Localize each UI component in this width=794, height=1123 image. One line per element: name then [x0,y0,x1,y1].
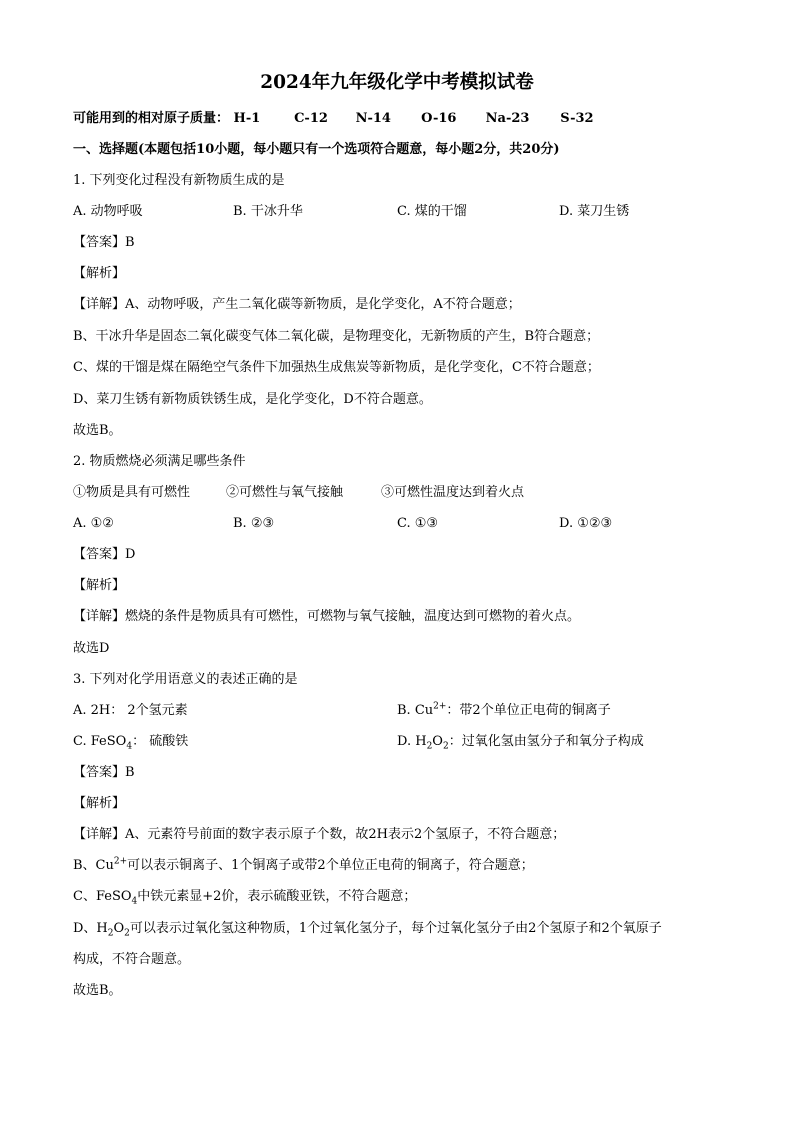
question-3-stem: 3. 下列对化学用语意义的表述正确的是 [73,672,298,687]
formula-element: O [113,921,125,936]
question-1-option-d: D. 菜刀生锈 [559,204,630,219]
question-1-conclusion: 故选B。 [73,423,122,438]
formula-subscript: 2 [124,928,130,939]
option-c-prefix: C. FeSO [73,734,127,749]
question-3-conclusion: 故选B。 [73,983,122,998]
formula-subscript: 2 [426,741,433,752]
question-2-option-b: B. ②③ [233,516,275,531]
option-b-prefix: B. Cu [397,703,434,718]
question-3-detail [73,858,534,874]
atomic-mass-item: O-16 [421,111,457,126]
question-2-option-a: A. ①② [73,516,114,531]
atomic-mass-line [73,111,594,127]
formula-element: O [432,734,443,749]
option-b-text: ：带2个单位正电荷的铜离子 [446,703,611,718]
detail-prefix: D、H [73,921,108,936]
formula-subscript: 4 [131,896,138,907]
question-1-option-c: C. 煤的干馏 [397,204,467,219]
question-3-detail [73,921,662,937]
atomic-mass-item: C-12 [294,111,328,126]
question-2-detail: 【详解】燃烧的条件是物质具有可燃性，可燃物与氧气接触，温度达到可燃物的着火点。 [73,609,581,624]
question-3-option-d [397,734,644,750]
question-3-detail: 构成，不符合题意。 [73,952,191,967]
question-2-answer: 【答案】D [73,547,136,562]
question-3-detail [73,889,416,905]
question-1-option-a: A. 动物呼吸 [73,204,143,219]
atomic-mass-label: 可能用到的相对原子质量： [73,111,230,126]
detail-text: 中铁元素显+2价，表示硫酸亚铁，不符合题意； [137,889,417,904]
question-2-analysis-label: 【解析】 [73,578,126,593]
option-c-text: ： 硫酸铁 [132,734,189,749]
atomic-mass-item: S-32 [560,111,594,126]
charge-superscript: 2+ [113,856,128,867]
page-title: 2024年九年级化学中考模拟试卷 [260,72,534,93]
question-1-detail: 【详解】A、动物呼吸，产生二氧化碳等新物质，是化学变化，A不符合题意； [73,297,521,312]
question-2-condition: ②可燃性与氧气接触 [226,485,344,500]
detail-text: 可以表示过氧化氢这种物质，1个过氧化氢分子，每个过氧化氢分子由2个氢原子和2个氧原子 [129,921,662,936]
charge-superscript: 2+ [433,701,447,712]
detail-text: 可以表示铜离子、1个铜离子或带2个单位正电荷的铜离子，符合题意； [127,858,534,873]
question-1-stem: 1. 下列变化过程没有新物质生成的是 [73,173,285,188]
formula-subscript: 2 [442,741,449,752]
question-2-conclusion: 故选D [73,641,110,656]
question-3-option-c [73,734,188,750]
detail-prefix: C、FeSO [73,889,132,904]
formula-subscript: 4 [126,741,133,752]
question-1-analysis-label: 【解析】 [73,266,126,281]
atomic-mass-item: H-1 [233,111,261,126]
option-d-prefix: D. H [397,734,427,749]
question-3-answer: 【答案】B [73,765,135,780]
question-1-option-b: B. 干冰升华 [233,204,303,219]
question-1-detail: C、煤的干馏是煤在隔绝空气条件下加强热生成焦炭等新物质，是化学变化，C不符合题意； [73,360,600,375]
question-1-answer: 【答案】B [73,235,135,250]
atomic-mass-item: N-14 [355,111,391,126]
atomic-mass-item: Na-23 [485,111,530,126]
question-2-condition: ③可燃性温度达到着火点 [381,485,525,500]
formula-subscript: 2 [107,928,114,939]
section-heading: 一、选择题(本题包括10小题，每小题只有一个选项符合题意，每小题2分，共20分) [73,142,560,157]
question-2-option-c: C. ①③ [397,516,439,531]
question-2-stem: 2. 物质燃烧必须满足哪些条件 [73,454,246,469]
question-3-option-b [397,703,611,719]
question-2-condition: ①物质是具有可燃性 [73,485,191,500]
question-3-detail: 【详解】A、元素符号前面的数字表示原子个数，故2H表示2个氢原子，不符合题意； [73,827,566,842]
question-3-analysis-label: 【解析】 [73,796,126,811]
detail-prefix: B、Cu [73,858,114,873]
question-3-option-a: A. 2H： 2个氢元素 [73,703,188,718]
option-d-text: ：过氧化氢由氢分子和氧分子构成 [448,734,644,749]
question-1-detail: D、菜刀生锈有新物质铁锈生成，是化学变化，D不符合题意。 [73,392,432,407]
question-1-detail: B、干冰升华是固态二氧化碳变气体二氧化碳，是物理变化，无新物质的产生，B符合题意； [73,329,600,344]
question-2-option-d: D. ①②③ [559,516,613,531]
